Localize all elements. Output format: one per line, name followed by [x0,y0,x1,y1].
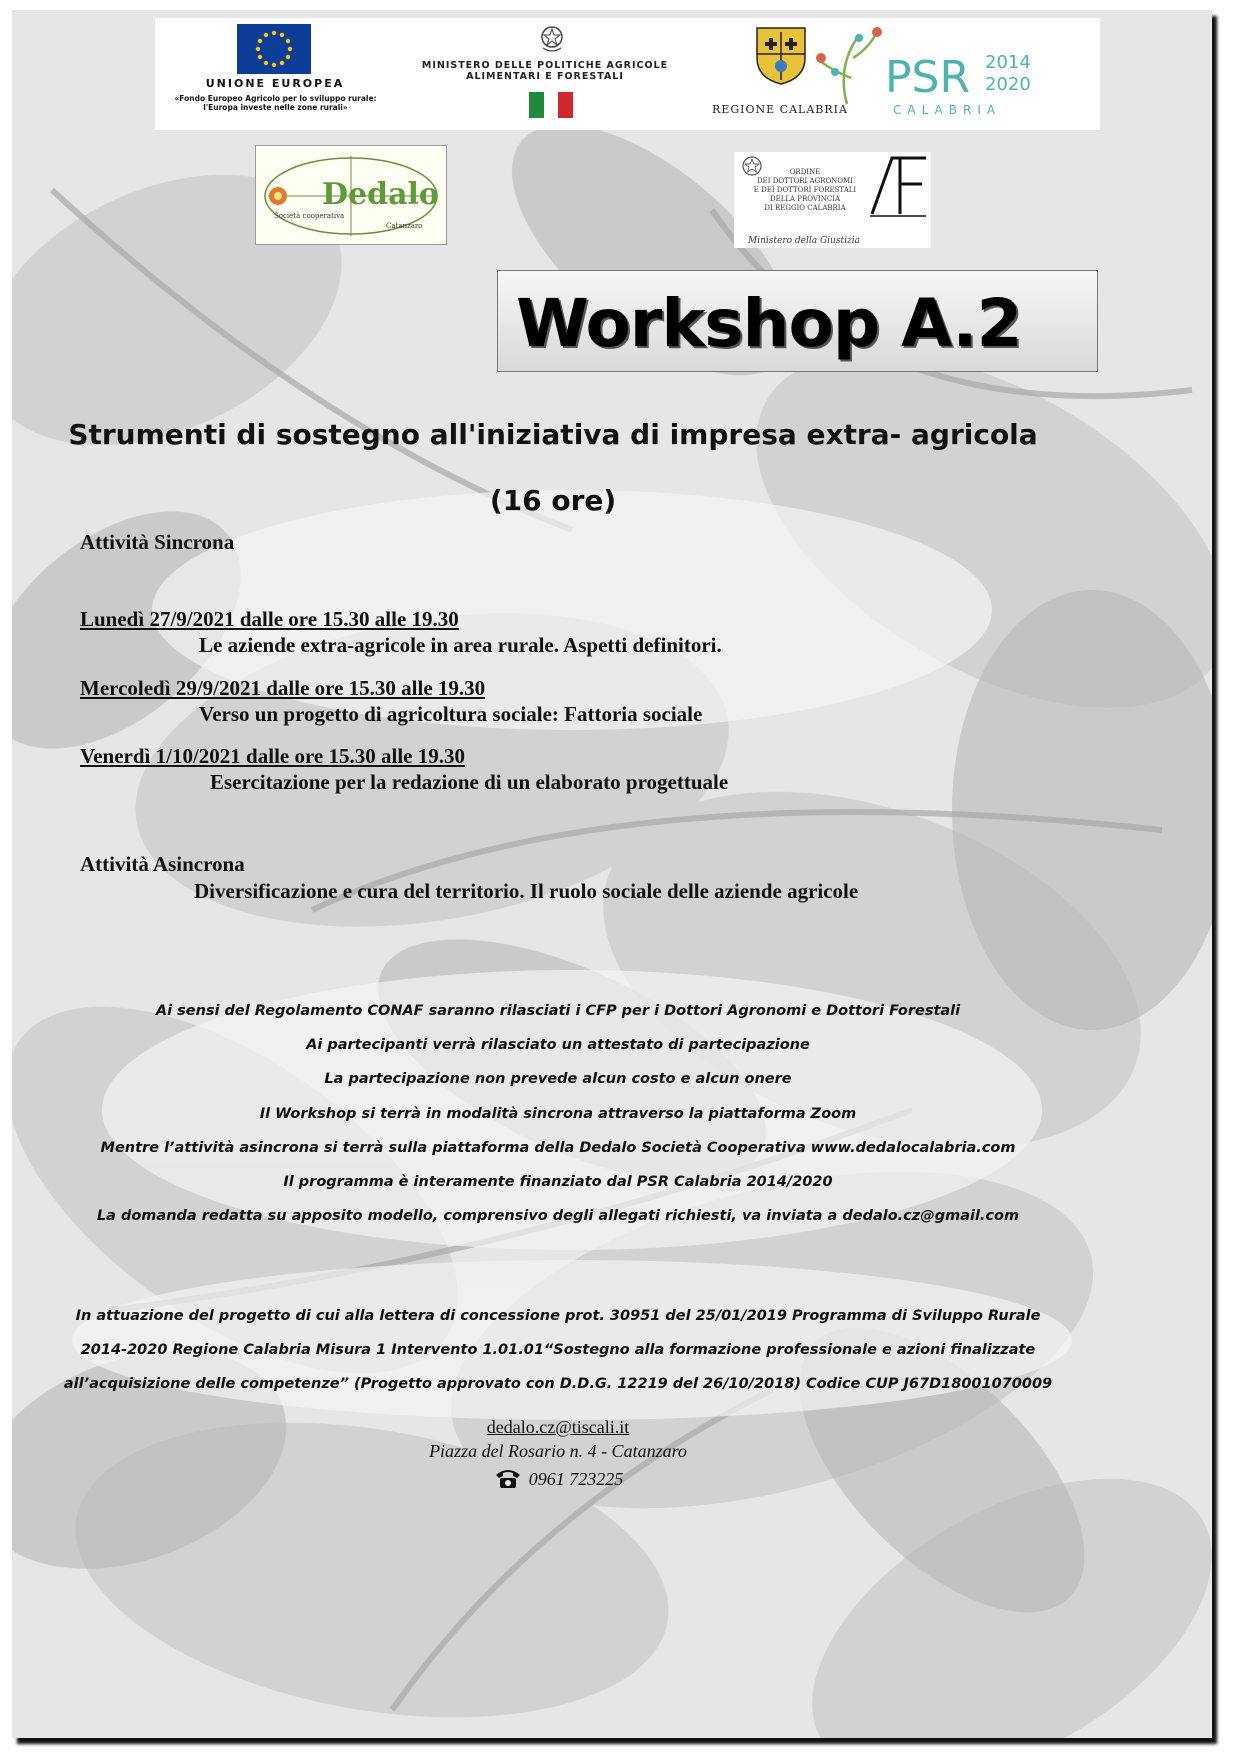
psr-text: PSR [885,52,971,103]
psr-year-start: 2014 [985,52,1031,73]
calabria-shield-icon [749,24,813,86]
workshop-title: Workshop A.2 [516,285,1022,362]
ministry-name: MINISTERO DELLE POLITICHE AGRICOLE ALIMENTARI E FORESTALI [421,60,669,82]
sync-heading: Attività Sincrona [80,530,235,554]
italian-emblem-icon [539,23,565,53]
eu-subtitle: «Fondo Europeo Agricolo per lo sviluppo rurale: l'Europa investe nelle zone rurali» [174,94,377,112]
note-domanda: La domanda redatta su apposito modello, comprensivo degli allegati richiesti, va inviata a dedalo.cz@gmail.com [96,1208,1020,1225]
ordine-agronomi-logo [734,152,931,248]
note-finanziamento: Il programma è interamente finanziato dal PSR Calabria 2014/2020 [283,1173,833,1190]
ordine-af-mark [868,154,928,218]
dedalo-city: Catanzaro [386,222,423,230]
contact-address: Piazza del Rosario n. 4 - Catanzaro [429,1441,687,1461]
note-piattaforma: Mentre l’attività asincrona si terrà sulla piattaforma della Dedalo Società Cooperativa www.dedalocalabria.com [100,1139,1016,1156]
session-topic-2: Verso un progetto di agricoltura sociale: Fattoria sociale [199,702,703,726]
session-date-2: Mercoledì 29/9/2021 dalle ore 15.30 alle 19.30 [80,676,486,700]
workshop-subtitle: Strumenti di sostegno all'iniziativa di impresa extra- agricola [68,418,1038,451]
info-notes [12,994,1104,1233]
funding-line-3: all’acquisizione delle competenze” (Progetto approvato con D.D.G. 12219 del 26/10/2018) Codice CUP J67D18001070009 [63,1376,1053,1392]
session-topic-3: Esercitazione per la redazione di un elaborato progettuale [210,770,729,794]
region-name: REGIONE CALABRIA [712,103,848,116]
dedalo-subtitle: Società cooperativa [274,212,345,220]
funding-line-2: 2014-2020 Regione Calabria Misura 1 Intervento 1.01.01“Sostegno alla formazione professionale e azioni finalizzate [80,1342,1036,1358]
dedalo-logo [255,145,447,245]
contact-phone: 0961 723225 [528,1469,624,1489]
note-cfp: Ai sensi del Regolamento CONAF saranno rilasciati i CFP per i Dottori Agronomi e Dottori Forestali [155,1003,961,1019]
contact-phone-line [12,1467,1104,1490]
psr-calabria-logo [807,18,1047,130]
ordine-name: ORDINE DEI DOTTORI AGRONOMI E DEI DOTTORI FORESTALI DELLA PROVINCIA DI REGGIO CALABRIA [753,168,857,212]
session-topic-1: Le aziende extra-agricole in area rurale. Aspetti definitori. [199,633,722,657]
eu-flag-icon [237,24,311,74]
flyer-page [12,10,1212,1738]
contact-email[interactable]: dedalo.cz@tiscali.it [486,1417,630,1437]
note-zoom: Il Workshop si terrà in modalità sincrona attraverso la piattaforma Zoom [259,1105,857,1122]
funding-line-1: In attuazione del progetto di cui alla lettera di concessione prot. 30951 del 25/01/2019 Programma di Sviluppo Rurale [75,1308,1041,1324]
workshop-title-banner [497,270,1098,372]
ordine-caption: Ministero della Giustizia [748,236,860,246]
note-attestato: Ai partecipanti verrà rilasciato un attestato di partecipazione [306,1037,810,1054]
session-date-1: Lunedì 27/9/2021 dalle ore 15.30 alle 19.30 [80,607,459,631]
psr-region: CALABRIA [893,103,1002,117]
telephone-icon [493,1467,523,1489]
session-date-3: Venerdì 1/10/2021 dalle ore 15.30 alle 19.30 [80,744,465,768]
italy-flag-icon [529,92,573,118]
eu-title: UNIONE EUROPEA [205,77,345,90]
partner-logo-strip [155,18,1100,130]
funding-note [12,1299,1104,1401]
dedalo-name: Dedalo [322,177,439,212]
async-heading: Attività Asincrona [80,852,245,876]
workshop-duration: (16 ore) [489,484,617,517]
async-topic: Diversificazione e cura del territorio. Il ruolo sociale delle aziende agricole [194,879,859,903]
psr-year-end: 2020 [985,74,1031,95]
note-costo: La partecipazione non prevede alcun costo e alcun onere [324,1071,792,1088]
